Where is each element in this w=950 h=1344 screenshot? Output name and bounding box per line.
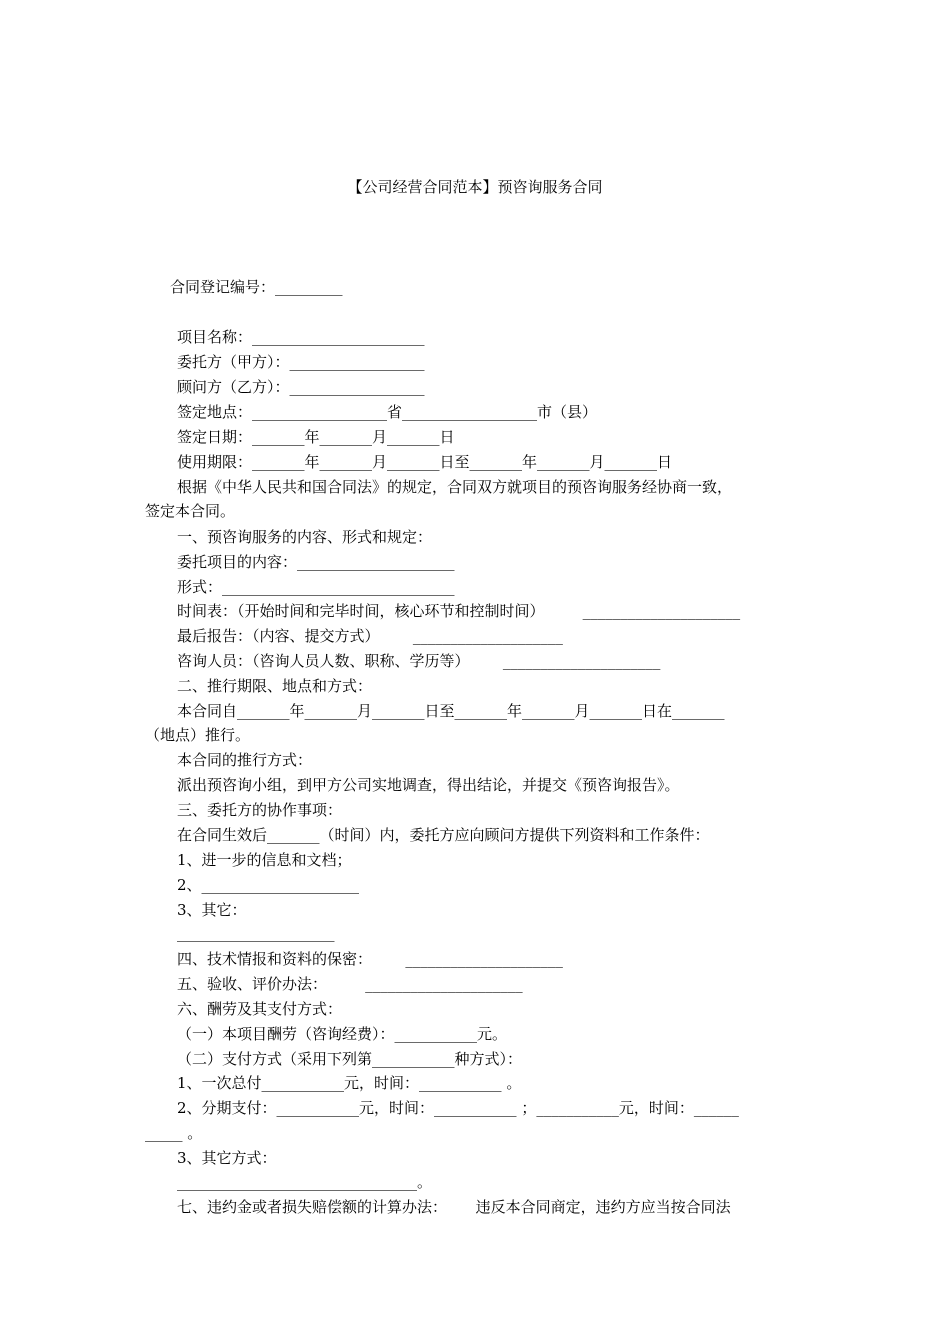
entrusted-content: 委托项目的内容：_____________________ <box>177 553 455 571</box>
section-6-heading: 六、酬劳及其支付方式： <box>177 1000 343 1018</box>
section-1-heading: 一、预咨询服务的内容、形式和规定： <box>177 528 433 546</box>
payment-other: 3、其它方式： <box>177 1149 277 1167</box>
preamble-line-1: 根据《中华人民共和国合同法》的规定，合同双方就项目的预咨询服务经协商一致， <box>177 478 733 496</box>
cooperation-item-3: 3、其它： <box>177 901 247 919</box>
project-name: 项目名称：_______________________ <box>177 328 425 346</box>
payment-method: （二）支付方式（采用下列第___________种方式）： <box>177 1050 523 1068</box>
validity-period: 使用期限：_______年_______月_______日至_______年_______月_______日 <box>177 453 673 471</box>
section-5-heading: 五、验收、评价办法： _____________________ <box>177 975 523 993</box>
document-title: 【公司经营合同范本】预咨询服务合同 <box>347 178 603 196</box>
consultants: 咨询人员：（咨询人员人数、职称、学历等） _____________________ <box>177 652 661 670</box>
cooperation-item-1: 1、进一步的信息和文档； <box>177 851 352 869</box>
term-line-2: （地点）推行。 <box>145 726 251 744</box>
cooperation-intro: 在合同生效后_______（时间）内，委托方应向顾问方提供下列资料和工作条件： <box>177 826 710 844</box>
registration-number: 合同登记编号：_________ <box>170 278 343 296</box>
client-party: 委托方（甲方）：__________________ <box>177 353 425 371</box>
preamble-line-2: 签定本合同。 <box>145 502 236 520</box>
payment-installments-2: _____ 。 <box>145 1124 203 1142</box>
signing-place: 签定地点：__________________省__________________市（县） <box>177 403 598 421</box>
timetable: 时间表：（开始时间和完毕时间，核心环节和控制时间） _____________________ <box>177 602 741 620</box>
fee-amount: （一）本项目酬劳（咨询经费）：___________元。 <box>177 1025 508 1043</box>
payment-lump-sum: 1、一次总付___________元，时间：___________ 。 <box>177 1074 522 1092</box>
signing-date: 签定日期：_______年_______月_______日 <box>177 428 455 446</box>
cooperation-item-2: 2、_____________________ <box>177 876 360 894</box>
form: 形式：_______________________________ <box>177 578 455 596</box>
section-3-heading: 三、委托方的协作事项： <box>177 801 343 819</box>
execution-method-heading: 本合同的推行方式： <box>177 751 313 769</box>
cooperation-item-3-blank: _____________________ <box>177 924 335 942</box>
execution-method: 派出预咨询小组，到甲方公司实地调查，得出结论，并提交《预咨询报告》。 <box>177 776 680 794</box>
term-line-1: 本合同自_______年_______月_______日至_______年_______月_______日在_______ <box>177 702 725 720</box>
payment-other-blank: ________________________________。 <box>177 1173 433 1191</box>
section-7-heading: 七、违约金或者损失赔偿额的计算办法： 违反本合同商定，违约方应当按合同法 <box>177 1198 731 1216</box>
consultant-party: 顾问方（乙方）：__________________ <box>177 378 425 396</box>
section-4-heading: 四、技术情报和资料的保密： _____________________ <box>177 950 563 968</box>
section-2-heading: 二、推行期限、地点和方式： <box>177 677 373 695</box>
payment-installments-1: 2、分期支付：___________元，时间：___________ ；___________元，时间：______ <box>177 1099 739 1117</box>
final-report: 最后报告：（内容、提交方式） ____________________ <box>177 627 563 645</box>
